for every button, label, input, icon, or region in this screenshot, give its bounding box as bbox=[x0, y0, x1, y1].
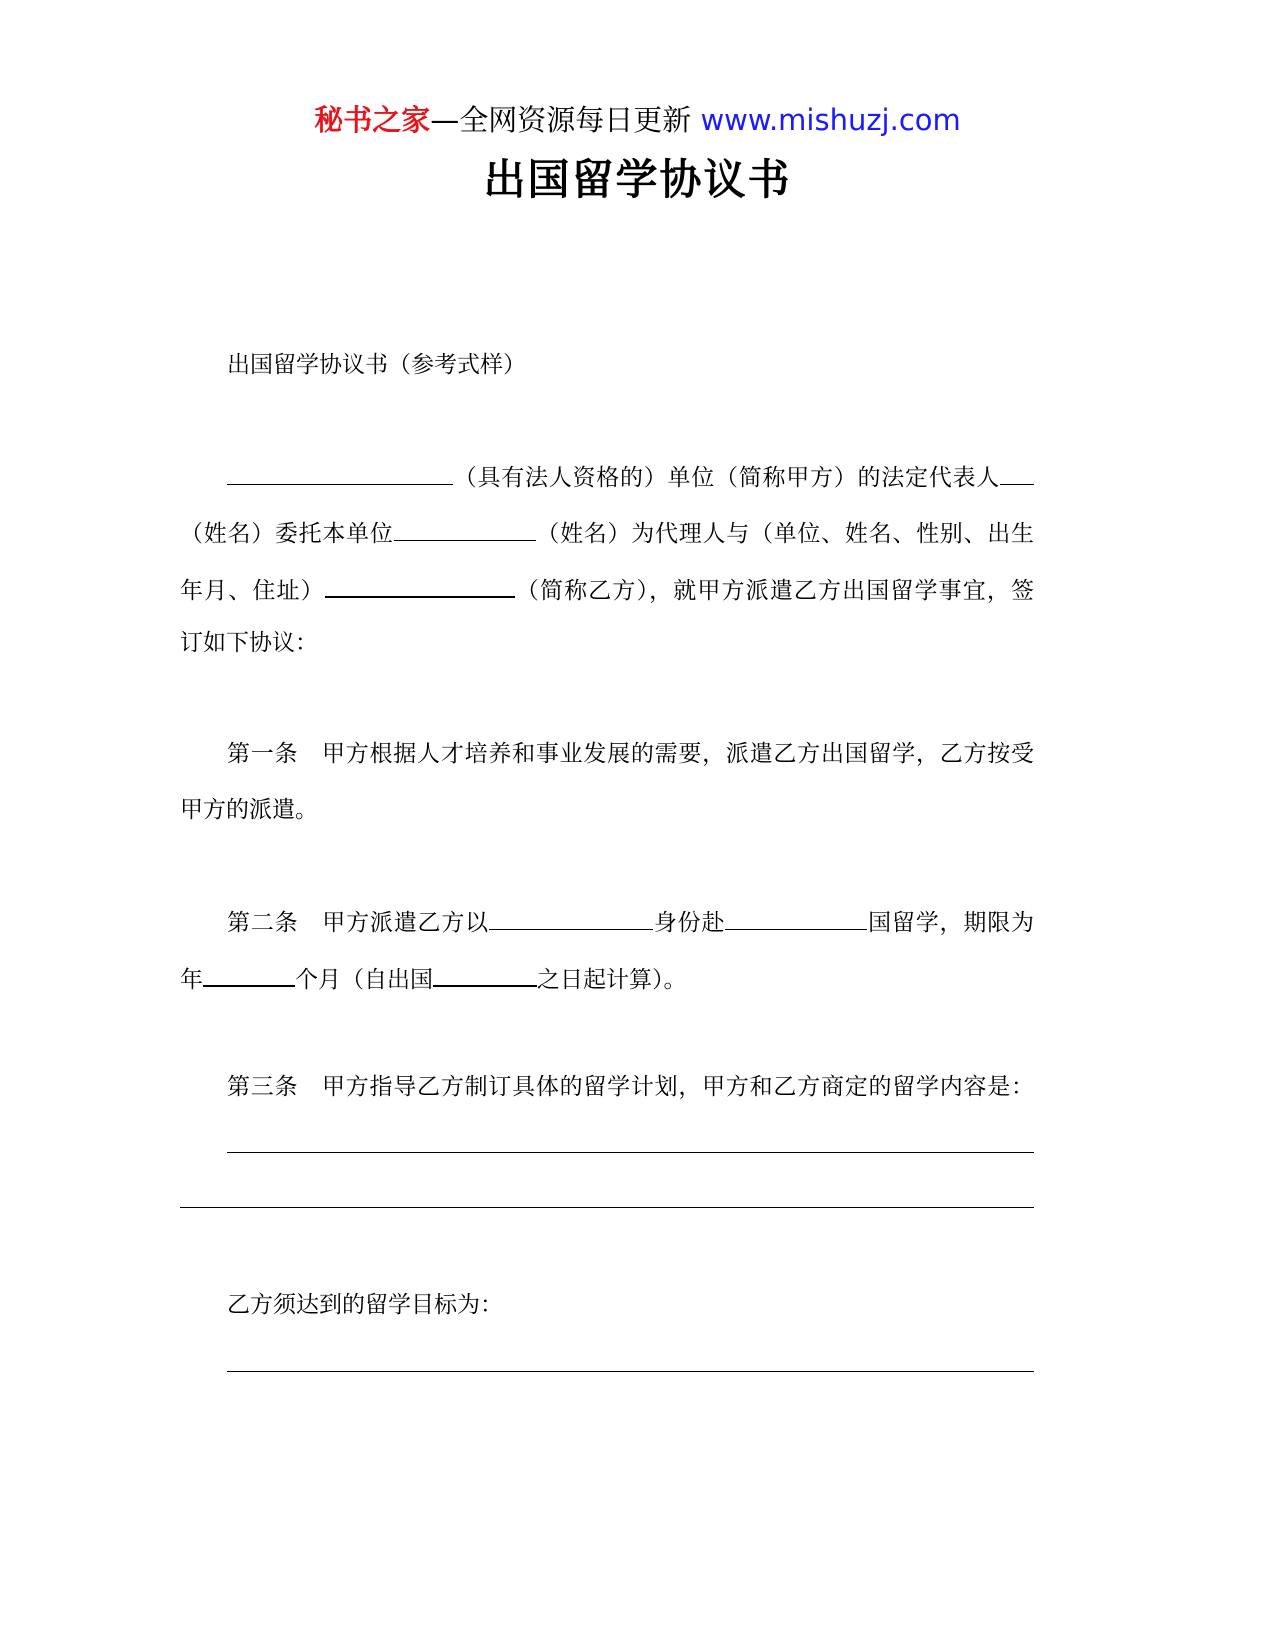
document-title: 出国留学协议书 bbox=[483, 155, 792, 204]
identity-blank[interactable] bbox=[489, 903, 653, 930]
study-goal-blank[interactable] bbox=[227, 1371, 1034, 1372]
brand-name: 秘书之家 bbox=[314, 103, 431, 137]
site-url-link[interactable]: www.mishuzj.com bbox=[700, 103, 961, 137]
intro-line-1: （具有法人资格的）单位（简称甲方）的法定代表人 bbox=[227, 458, 1034, 495]
study-content-blank-1[interactable] bbox=[227, 1152, 1034, 1153]
agent-name-blank[interactable] bbox=[394, 514, 536, 541]
article-1-line-2: 甲方的派遣。 bbox=[180, 797, 318, 823]
unit-name-blank[interactable] bbox=[227, 458, 453, 485]
study-goal-label: 乙方须达到的留学目标为： bbox=[227, 1292, 503, 1318]
representative-blank[interactable] bbox=[1000, 458, 1034, 485]
study-content-blank-2[interactable] bbox=[180, 1207, 1034, 1208]
article-2-line-1: 第二条 甲方派遣乙方以 身份赴 国留学，期限为 bbox=[227, 903, 1034, 940]
months-blank[interactable] bbox=[203, 959, 295, 987]
header-slogan: —全网资源每日更新 bbox=[430, 103, 701, 137]
site-header bbox=[0, 100, 1275, 140]
intro-line-3: 年月、住址） （简称乙方），就甲方派遣乙方出国留学事宜，签 bbox=[180, 570, 1034, 608]
document-subtitle: 出国留学协议书（参考式样） bbox=[227, 352, 526, 378]
intro-line-4: 订如下协议： bbox=[180, 630, 318, 656]
article-1-line-1: 第一条 甲方根据人才培养和事业发展的需要，派遣乙方出国留学，乙方按受 bbox=[227, 741, 1034, 767]
intro-line-2: （姓名）委托本单位 （姓名）为代理人与（单位、姓名、性别、出生 bbox=[180, 514, 1034, 551]
article-3-line-1: 第三条 甲方指导乙方制订具体的留学计划，甲方和乙方商定的留学内容是： bbox=[227, 1074, 1034, 1100]
party-b-info-blank[interactable] bbox=[325, 570, 515, 598]
country-blank[interactable] bbox=[725, 903, 867, 930]
article-2-line-2: 年 个月（自出国 之日起计算）。 bbox=[180, 959, 687, 997]
start-date-blank[interactable] bbox=[433, 959, 537, 987]
